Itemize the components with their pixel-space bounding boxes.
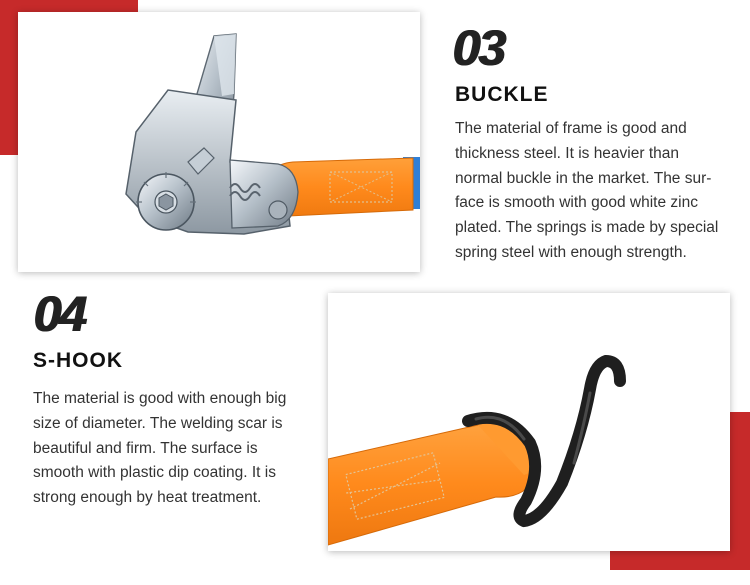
section-number-03: 03 [452,20,504,76]
section-number-04: 04 [33,286,85,342]
red-accent-block-left [0,12,20,155]
section-description-buckle: The material of frame is good and thickness steel. It is heavier than normal buckle in the market. The sur-face is smooth with good white zinc plated. The springs is made by special spring steel with enough strength. [455,120,719,261]
section-title-s-hook: S-HOOK [33,349,123,372]
buckle-photo-card [18,12,420,272]
s-hook-photo-card [328,293,730,551]
red-accent-block-top-left [0,0,138,12]
red-accent-block-bottom-right [610,550,750,570]
section-description-s-hook: The material is good with enough big size of diameter. The welding scar is beautiful and firm. The surface is smooth with plastic dip coating. It is strong enough by heat treatment. [33,390,287,507]
red-accent-block-right [730,412,750,570]
ratchet-buckle-image [18,12,420,272]
s-hook-image [328,293,730,551]
section-title-buckle: BUCKLE [455,83,549,106]
